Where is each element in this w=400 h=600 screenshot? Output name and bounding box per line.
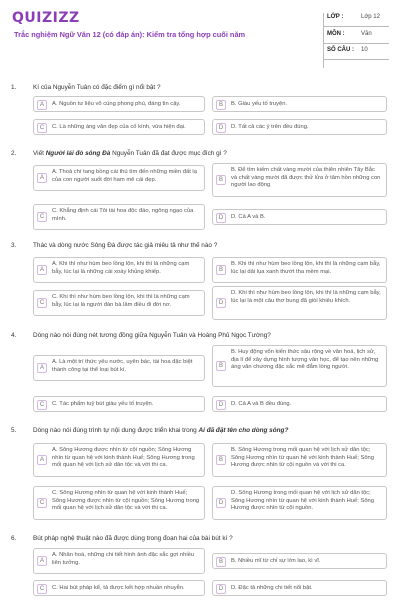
question-text: [33, 150, 373, 157]
option-d[interactable]: [212, 580, 387, 596]
worksheet-title: Trắc nghiệm Ngữ Văn 12 (có đáp án): Kiểm tra tổng hợp cuối năm: [14, 30, 246, 39]
meta-rule: [323, 26, 389, 27]
option-letter-badge: D: [216, 498, 226, 508]
worksheet-header: [0, 0, 400, 76]
work-title: Người lái đò sông Đà: [45, 150, 111, 157]
option-letter-badge: A: [37, 265, 47, 275]
quizizz-logo: QUIZIZZ: [12, 10, 80, 26]
option-text: B. Để tìm kiếm chất vàng mười của thiên nhiên Tây Bắc và chất vàng mười đã được thử lửa ở tâm hồn những con người lao động: [231, 167, 381, 189]
meta-subject-label: MÔN :: [327, 31, 345, 37]
option-text: A. Sông Hương được nhìn từ cội nguồn; Sông Hương nhìn từ quan hệ với kinh thành Huế; Sông Hương trong mối quan hệ với lịch sử dân tộc và với thi ca.: [52, 447, 195, 469]
option-letter-badge: A: [37, 455, 47, 465]
question-text: [33, 427, 373, 434]
question-text-post: Nguyễn Tuân đã đạt được mục đích gì ?: [110, 150, 227, 157]
option-text: A. Nhân hoá, những chi tiết hình ảnh đặc sắc gợi nhiều liên tưởng.: [52, 552, 195, 566]
question-number: 1.: [11, 84, 17, 91]
option-letter-badge: A: [37, 173, 47, 183]
option-text: A. Là một trí thức yêu nước, uyên bác, tài hoa đặc biệt thành công tại thể loại bút kí.: [52, 359, 193, 373]
option-a[interactable]: [33, 355, 205, 381]
question-text: Thác và dòng nước Sông Đà được tác giả miêu tả như thế nào ?: [33, 242, 218, 249]
meta-class-value: Lớp 12: [361, 14, 380, 20]
meta-rule: [323, 59, 389, 60]
option-letter-badge: C: [37, 123, 47, 133]
option-text: D. Đặc tả những chi tiết nổi bật.: [231, 585, 313, 591]
option-b[interactable]: [212, 345, 387, 387]
question-text: Kí của Nguyễn Tuân có đặc điểm gì nổi bật ?: [33, 84, 161, 91]
option-letter-badge: D: [216, 584, 226, 594]
option-text: C. Là những áng văn đẹp của cố kính, vừa hiện đại.: [52, 124, 186, 130]
option-d[interactable]: [212, 119, 387, 135]
option-letter-badge: C: [37, 584, 47, 594]
option-c[interactable]: [33, 486, 205, 520]
question-number: 4.: [11, 332, 17, 339]
meta-count-value: 10: [361, 47, 368, 53]
option-text: C. Tác phẩm tuỳ bút giàu yếu tố truyện.: [52, 401, 154, 407]
option-c[interactable]: [33, 290, 205, 316]
question-number: 2.: [11, 150, 17, 157]
meta-class-label: LỚP :: [327, 14, 344, 20]
option-text: D. Cả A và B đều đúng.: [231, 401, 292, 407]
option-letter-badge: D: [216, 298, 226, 308]
option-b[interactable]: [212, 553, 387, 569]
option-d[interactable]: [212, 286, 387, 320]
option-d[interactable]: [212, 396, 387, 412]
option-letter-badge: A: [37, 100, 47, 110]
option-text: D. Cả A và B.: [231, 214, 266, 220]
option-d[interactable]: [212, 486, 387, 520]
option-text: A. Khi thì như hùm beo lồng lộn, khi thì là những cạm bẫy, lúc lại là những cái xoáy khủng khiếp.: [52, 261, 190, 275]
option-letter-badge: A: [37, 363, 47, 373]
option-letter-badge: D: [216, 123, 226, 133]
option-letter-badge: B: [216, 361, 226, 371]
option-letter-badge: C: [37, 400, 47, 410]
option-text: B. Huy động vốn kiến thức sâu rộng về văn hoá, lịch sử, địa lí để xây dựng hình tượng văn học, để tạo nên những áng văn chương đặc sắc mê đắm lòng người.: [231, 349, 379, 371]
option-d[interactable]: [212, 209, 387, 225]
option-c[interactable]: [33, 119, 205, 135]
option-text: C. Khi thì như hùm beo lồng lộn, khi thì là những cạm bẫy, lúc lại là người đàn bà lâm điều đi đời nơ.: [52, 294, 190, 308]
option-letter-badge: D: [216, 400, 226, 410]
option-letter-badge: B: [216, 175, 226, 185]
option-text: B. Sông Hương trong mối quan hệ với lịch sử dân tộc; Sông Hương nhìn từ quan hệ với kinh thành Huế; Sông Hương được nhìn từ cội nguồn và với thi ca.: [231, 447, 374, 469]
option-b[interactable]: [212, 257, 387, 283]
question-number: 6.: [11, 535, 17, 542]
meta-count-label: SỐ CÂU :: [327, 47, 354, 53]
option-a[interactable]: [33, 548, 205, 574]
option-text: D. Sông Hương trong mối quan hệ với lịch sử dân tộc; Sông Hương nhìn từ quan hệ với kinh thành Huế; Sông Hương được nhìn từ cội nguồn.: [231, 490, 374, 512]
option-text: B. Khi thì như hùm beo lồng lộn, khi thì là những cạm bẫy, lúc lại dải lụa xanh thướt tha mềm mại.: [231, 261, 381, 275]
option-a[interactable]: [33, 257, 205, 283]
option-letter-badge: C: [37, 298, 47, 308]
option-letter-badge: C: [37, 498, 47, 508]
option-text: D. Tất cả các ý trên đều đúng.: [231, 124, 309, 130]
option-a[interactable]: [33, 96, 205, 112]
option-letter-badge: B: [216, 265, 226, 275]
option-b[interactable]: [212, 163, 387, 197]
option-c[interactable]: [33, 396, 205, 412]
question-text-pre: Dòng nào nói đúng trình tự nội dung được triển khai trong: [33, 427, 199, 434]
option-letter-badge: A: [37, 556, 47, 566]
option-letter-badge: B: [216, 455, 226, 465]
question-number: 3.: [11, 242, 17, 249]
option-c[interactable]: [33, 580, 205, 596]
option-text: A. Nguồn tư liệu vô cùng phong phú, đáng tin cậy.: [52, 101, 181, 107]
work-title: Ai đã đặt tên cho dòng sông?: [198, 427, 289, 434]
option-letter-badge: D: [216, 213, 226, 223]
option-a[interactable]: [33, 443, 205, 477]
option-b[interactable]: [212, 443, 387, 477]
option-letter-badge: B: [216, 100, 226, 110]
question-text: Bút pháp nghệ thuật nào đã được dùng trong đoạn hai của bài bút kí ?: [33, 535, 233, 542]
option-text: C. Khẳng định cái Tôi tài hoa độc đáo, ngông ngạo của mình.: [52, 208, 194, 222]
question-text: Dòng nào nói đúng nét tương đồng giữa Nguyễn Tuân và Hoàng Phủ Ngọc Tường?: [33, 332, 271, 339]
question-text-pre: Viết: [33, 150, 46, 157]
option-a[interactable]: [33, 165, 205, 191]
option-text: C. Hai bút pháp kể, tả được kết hợp nhuần nhuyễn.: [52, 585, 185, 591]
option-letter-badge: C: [37, 212, 47, 222]
option-text: A. Thoả chí tang bồng cái thú tìm đến những miền đất lạ của con người suốt đời ham mê cái đẹp.: [52, 169, 197, 183]
option-text: D. Khi thì như hùm beo lồng lộn, khi thì là những cạm bẫy, lúc lại là một câu thơ bung đã giòi khiêu khích.: [231, 290, 381, 304]
option-letter-badge: B: [216, 557, 226, 567]
question-number: 5.: [11, 427, 17, 434]
option-text: C. Sông Hương nhìn từ quan hệ với kinh thành Huế; Sông Hương được nhìn từ cội nguồn; Sông Hương trong mối quan hệ với lịch sử dân tộc và với thi ca.: [52, 490, 200, 512]
option-b[interactable]: [212, 96, 387, 112]
meta-subject-value: Văn: [361, 31, 372, 37]
meta-rule: [323, 43, 389, 44]
option-text: B. Giàu yếu tố truyện.: [231, 101, 288, 107]
option-c[interactable]: [33, 204, 205, 230]
option-text: B. Nhiều mĩ từ chỉ sự lớn lao, kì vĩ.: [231, 558, 321, 564]
